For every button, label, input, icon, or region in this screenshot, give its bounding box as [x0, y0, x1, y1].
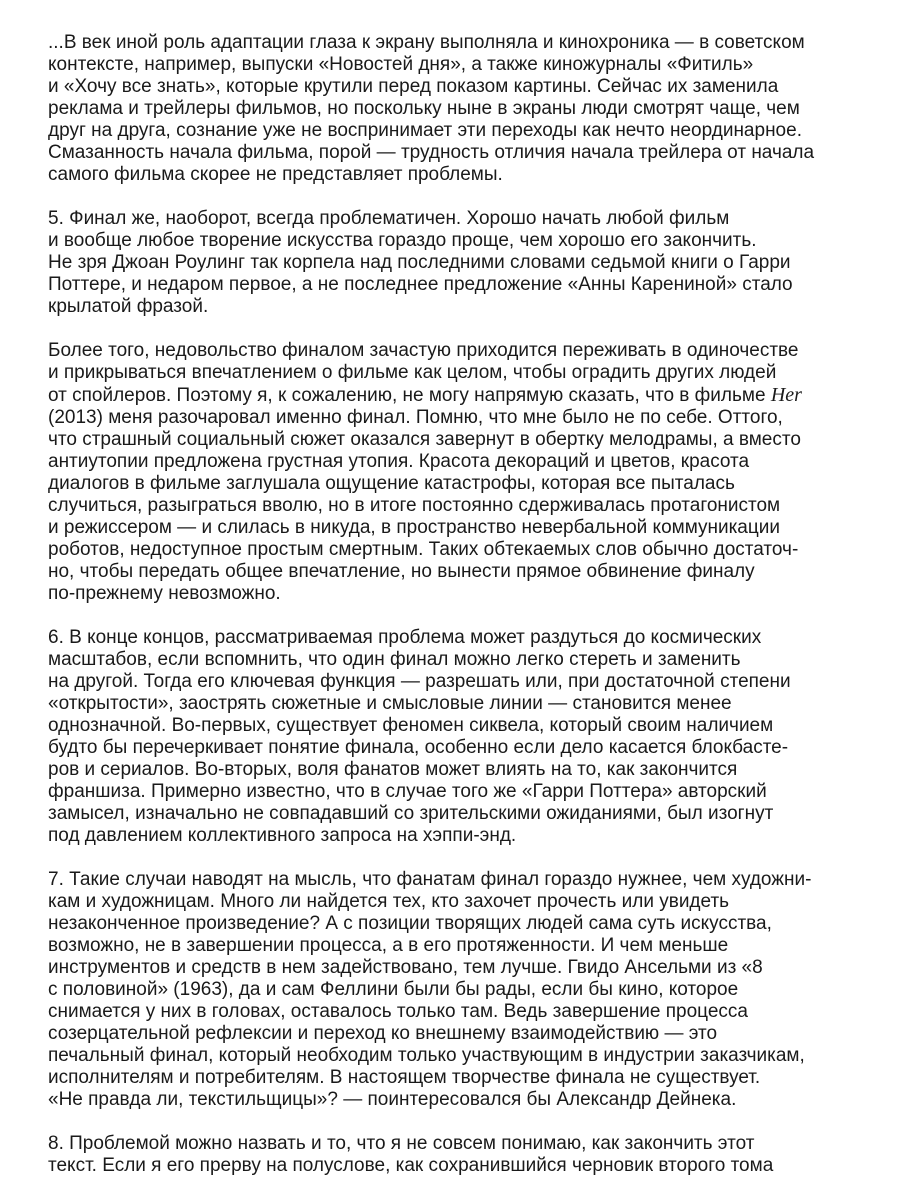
text-run: с половиной» (1963), да и сам Феллини были бы рады, если бы кино, которое	[48, 979, 739, 1000]
text-run: снимается у них в головах, оставалось только там. Ведь завершение процесса	[48, 1001, 748, 1022]
text-line	[48, 649, 860, 671]
text-line	[48, 32, 860, 54]
text-line	[48, 120, 860, 142]
text-line	[48, 473, 860, 495]
text-run: но, чтобы передать общее впечатление, но вынести прямое обвинение финалу	[48, 561, 755, 582]
text-line	[48, 737, 860, 759]
text-run: Поттере, и недаром первое, а не последнее предложение «Анны Карениной» стало	[48, 274, 793, 295]
text-run: инструментов и средств в нем задействовано, тем лучше. Гвидо Ансельми из «8	[48, 957, 763, 978]
text-run: по-прежнему невозможно.	[48, 583, 281, 604]
text-run: и «Хочу все знать», которые крутили перед показом картины. Сейчас их заменила	[48, 76, 779, 97]
text-run: что страшный социальный сюжет оказался завернут в обертку мелодрамы, а вместо	[48, 429, 801, 450]
text-line	[48, 1045, 860, 1067]
text-run: однозначной. Во-первых, существует феномен сиквела, который своим наличием	[48, 715, 774, 736]
text-run: «открытости», заострять сюжетные и смысловые линии — становится менее	[48, 693, 732, 714]
text-line	[48, 1001, 860, 1023]
text-line	[48, 429, 860, 451]
text-run: Смазанность начала фильма, порой — трудность отличия начала трейлера от начала	[48, 142, 815, 163]
text-line	[48, 451, 860, 473]
text-run: и прикрываться впечатлением о фильме как целом, чтобы оградить других людей	[48, 362, 777, 383]
text-line	[48, 693, 860, 715]
text-line	[48, 98, 860, 120]
text-line	[48, 715, 860, 737]
text-line	[48, 274, 860, 296]
text-line	[48, 1023, 860, 1045]
text-line	[48, 296, 860, 318]
text-line	[48, 935, 860, 957]
text-run: исполнителям и потребителям. В настоящем творчестве финала не существует.	[48, 1067, 761, 1088]
text-run: на другой. Тогда его ключевая функция — разрешать или, при достаточной степени	[48, 671, 791, 692]
text-run: роботов, недоступное простым смертным. Таких обтекаемых слов обычно достаточ-	[48, 539, 799, 560]
text-run: будто бы перечеркивает понятие финала, особенно если дело касается блокбасте-	[48, 737, 789, 758]
text-run: диалогов в фильме заглушала ощущение катастрофы, которая все пыталась	[48, 473, 735, 494]
text-line	[48, 825, 860, 847]
text-line	[48, 495, 860, 517]
text-line	[48, 913, 860, 935]
text-run: антиутопии предложена грустная утопия. Красота декораций и цветов, красота	[48, 451, 750, 472]
text-line	[48, 627, 860, 649]
text-run: замысел, изначально не совпадавший со зрительскими ожиданиями, был изогнут	[48, 803, 774, 824]
text-run: франшиза. Примерно известно, что в случае того же «Гарри Поттера» авторский	[48, 781, 767, 802]
paragraph	[48, 340, 860, 605]
text-line	[48, 252, 860, 274]
paragraph	[48, 208, 860, 318]
text-run: самого фильма скорее не представляет проблемы.	[48, 164, 503, 185]
text-run: возможно, не в завершении процесса, а в его протяженности. И чем меньше	[48, 935, 729, 956]
text-run: Более того, недовольство финалом зачастую приходится переживать в одиночестве	[48, 340, 799, 361]
text-line	[48, 803, 860, 825]
film-title-italic: Her	[770, 384, 802, 406]
text-run: ...В век иной роль адаптации глаза к экрану выполняла и кинохроника — в советском	[48, 32, 805, 53]
text-run: контексте, например, выпуски «Новостей дня», а также киножурналы «Фитиль»	[48, 54, 754, 75]
paragraph	[48, 627, 860, 847]
text-line	[48, 1155, 860, 1177]
text-run: крылатой фразой.	[48, 296, 209, 317]
text-run: (2013) меня разочаровал именно финал. Помню, что мне было не по себе. Оттого,	[48, 407, 783, 428]
text-run: текст. Если я его прерву на полуслове, как сохранившийся черновик второго тома	[48, 1155, 774, 1176]
paragraph	[48, 1133, 860, 1177]
text-line	[48, 54, 860, 76]
text-run: незаконченное произведение? А с позиции творящих людей сама суть искусства,	[48, 913, 772, 934]
text-run: и режиссером — и слилась в никуда, в пространство невербальной коммуникации	[48, 517, 780, 538]
text-line	[48, 76, 860, 98]
text-line	[48, 164, 860, 186]
text-line	[48, 1067, 860, 1089]
text-run: 8. Проблемой можно назвать и то, что я не совсем понимаю, как закончить этот	[48, 1133, 755, 1154]
text-line	[48, 759, 860, 781]
text-line	[48, 384, 860, 407]
text-line	[48, 957, 860, 979]
text-line	[48, 671, 860, 693]
text-run: 6. В конце концов, рассматриваемая проблема может раздуться до космических	[48, 627, 762, 648]
text-line	[48, 561, 860, 583]
text-run: 5. Финал же, наоборот, всегда проблематичен. Хорошо начать любой фильм	[48, 208, 730, 229]
text-line	[48, 583, 860, 605]
text-line	[48, 539, 860, 561]
text-run: кам и художницам. Много ли найдется тех, кто захочет прочесть или увидеть	[48, 891, 730, 912]
text-run: 7. Такие случаи наводят на мысль, что фанатам финал гораздо нужнее, чем художни-	[48, 869, 812, 890]
text-run: реклама и трейлеры фильмов, но поскольку ныне в экраны люди смотрят чаще, чем	[48, 98, 800, 119]
text-run: друг на друга, сознание уже не воспринимает эти переходы как нечто неординарное.	[48, 120, 802, 141]
text-line	[48, 979, 860, 1001]
text-run: печальный финал, который необходим только участвующим в индустрии заказчикам,	[48, 1045, 805, 1066]
text-run: «Не правда ли, текстильщицы»? — поинтересовался бы Александр Дейнека.	[48, 1089, 737, 1110]
text-run: от спойлеров. Поэтому я, к сожалению, не могу напрямую сказать, что в фильме	[48, 385, 771, 406]
paragraph	[48, 869, 860, 1111]
text-line	[48, 781, 860, 803]
text-line	[48, 230, 860, 252]
text-run: Не зря Джоан Роулинг так корпела над последними словами седьмой книги о Гарри	[48, 252, 791, 273]
text-line	[48, 407, 860, 429]
text-line	[48, 340, 860, 362]
paragraph	[48, 32, 860, 186]
text-line	[48, 362, 860, 384]
text-line	[48, 208, 860, 230]
text-run: созерцательной рефлексии и переход ко внешнему взаимодействию — это	[48, 1023, 718, 1044]
text-line	[48, 142, 860, 164]
text-line	[48, 517, 860, 539]
text-line	[48, 869, 860, 891]
text-run: ров и сериалов. Во-вторых, воля фанатов может влиять на то, как закончится	[48, 759, 738, 780]
text-run: масштабов, если вспомнить, что один финал можно легко стереть и заменить	[48, 649, 741, 670]
text-line	[48, 1133, 860, 1155]
text-line	[48, 1089, 860, 1111]
text-run: случиться, разыграться вволю, но в итоге постоянно сдерживалась протагонистом	[48, 495, 781, 516]
text-run: под давлением коллективного запроса на хэппи-энд.	[48, 825, 517, 846]
text-line	[48, 891, 860, 913]
text-run: и вообще любое творение искусства гораздо проще, чем хорошо его закончить.	[48, 230, 757, 251]
